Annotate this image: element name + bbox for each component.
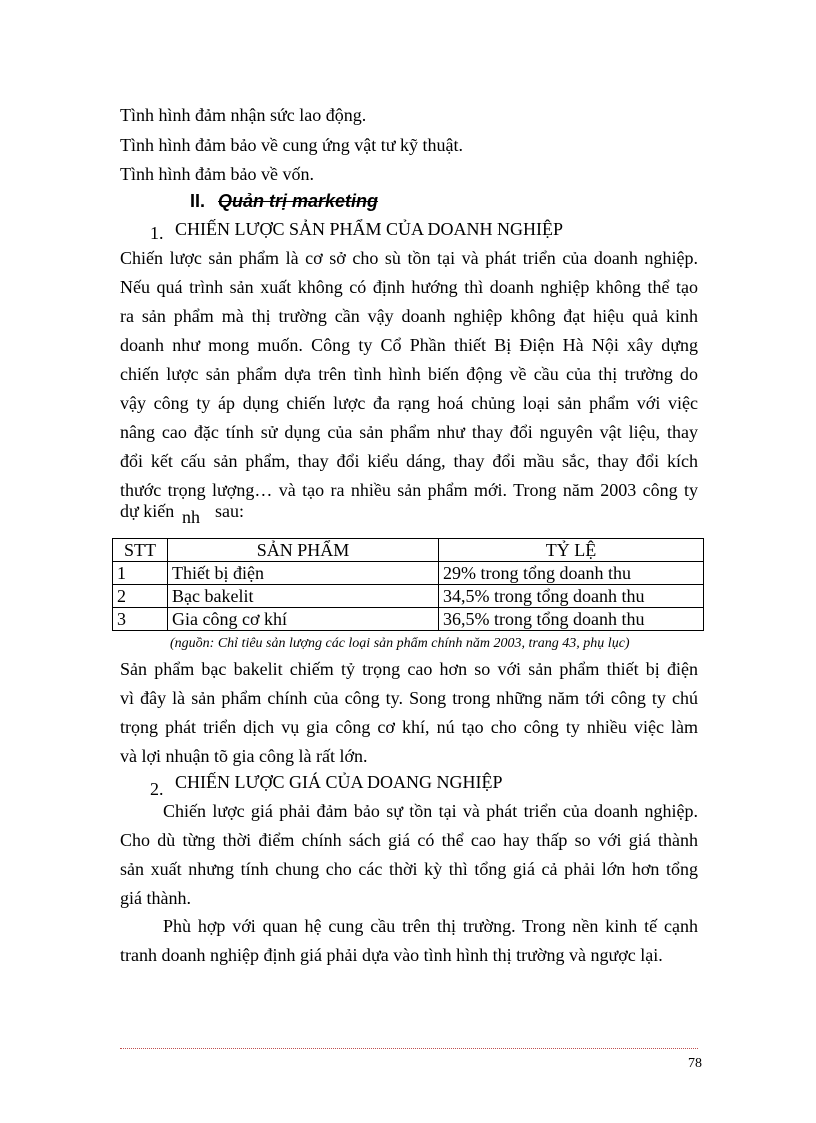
table-cell: 1 <box>113 562 168 585</box>
paragraph-line-part: dự kiến <box>120 501 175 521</box>
paragraph-line-part: sau: <box>215 501 244 521</box>
header-cell: TỶ LỆ <box>439 539 704 562</box>
table-cell: Bạc bakelit <box>168 585 439 608</box>
paragraph-line: sản xuất nhưng tính chung cho các thời kỳ thì tổng giá cả phải lớn hơn tổng <box>120 859 698 879</box>
footer-divider <box>120 1048 698 1049</box>
table-source-note: (nguồn: Chỉ tiêu sản lượng các loại sản phẩm chính năm 2003, trang 43, phụ lục) <box>170 636 630 651</box>
section-title: Quản trị marketing <box>218 191 379 211</box>
table-row <box>113 608 704 631</box>
paragraph-line: tranh doanh nghiệp định giá phải dựa vào tình hình thị trường và ngược lại. <box>120 945 663 965</box>
paragraph-line: nâng cao đặc tính sử dụng của sản phẩm như thay đổi nguyên vật liệu, thay <box>120 422 698 442</box>
paragraph-line: vì đây là sản phẩm chính của công ty. Song trong những năm tới công ty chú <box>120 688 698 708</box>
paragraph-line: Nếu quá trình sản xuất không có định hướng thì doanh nghiệp không thể tạo <box>120 277 698 297</box>
table-cell: 2 <box>113 585 168 608</box>
header-cell: STT <box>113 539 168 562</box>
table-cell: 29% trong tổng doanh thu <box>439 562 704 585</box>
subsection-title: CHIẾN LƯỢC GIÁ CỦA DOANG NGHIỆP <box>175 772 503 792</box>
paragraph-line: thước trọng lượng… và tạo ra nhiều sản phẩm mới. Trong năm 2003 công ty <box>120 480 698 500</box>
section-number: II. <box>190 191 206 211</box>
paragraph-line: doanh như mong muốn. Công ty Cổ Phần thiết Bị Điện Hà Nội xây dựng <box>120 335 698 355</box>
product-table <box>112 538 704 631</box>
table-row <box>113 585 704 608</box>
paragraph-line: giá thành. <box>120 888 191 908</box>
table-cell: 36,5% trong tổng doanh thu <box>439 608 704 631</box>
paragraph-line: Cho dù từng thời điểm chính sách giá có thể cao hay thấp so với giá thành <box>120 830 698 850</box>
subsection-number: 1. <box>150 223 164 243</box>
page-number: 78 <box>688 1056 702 1071</box>
intro-line: Tình hình đảm bảo về vốn. <box>120 164 314 184</box>
subsection-number: 2. <box>150 779 164 799</box>
paragraph-line: đổi kết cấu sản phẩm, thay đổi kiểu dáng, thay đổi mầu sắc, thay đổi kích <box>120 451 698 471</box>
paragraph-line: Sản phẩm bạc bakelit chiếm tỷ trọng cao hơn so với sản phẩm thiết bị điện <box>120 659 698 679</box>
subsection-title: CHIẾN LƯỢC SẢN PHẨM CỦA DOANH NGHIỆP <box>175 219 563 239</box>
intro-line: Tình hình đảm bảo về cung ứng vật tư kỹ thuật. <box>120 135 463 155</box>
header-cell: SẢN PHẨM <box>168 539 439 562</box>
intro-line: Tình hình đảm nhận sức lao động. <box>120 105 367 125</box>
paragraph-line-part: nh <box>182 507 200 527</box>
paragraph-line: và lợi nhuận tõ gia công là rất lớn. <box>120 746 368 766</box>
paragraph-line: ra sản phẩm mà thị trường cần vậy doanh nghiệp không đạt hiệu quả kinh <box>120 306 698 326</box>
paragraph-line: Chiến lược sản phẩm là cơ sở cho sù tồn tại và phát triển của doanh nghiệp. <box>120 248 698 268</box>
table-cell: Thiết bị điện <box>168 562 439 585</box>
table-cell: Gia công cơ khí <box>168 608 439 631</box>
paragraph-line: chiến lược sản phẩm dựa trên tình hình biến động về cầu của thị trường do <box>120 364 698 384</box>
paragraph-line: vậy công ty áp dụng chiến lược đa rạng hoá chủng loại sản phẩm với việc <box>120 393 698 413</box>
table-cell: 34,5% trong tổng doanh thu <box>439 585 704 608</box>
table-row <box>113 562 704 585</box>
table-header-row <box>113 539 704 562</box>
paragraph-line: trọng phát triển dịch vụ gia công cơ khí, nú tạo cho công ty nhiều việc làm <box>120 717 698 737</box>
paragraph-line: Chiến lược giá phải đảm bảo sự tồn tại và phát triển của doanh nghiệp. <box>163 801 698 821</box>
paragraph-line: Phù hợp với quan hệ cung cầu trên thị trường. Trong nền kinh tế cạnh <box>163 916 698 936</box>
table-cell: 3 <box>113 608 168 631</box>
